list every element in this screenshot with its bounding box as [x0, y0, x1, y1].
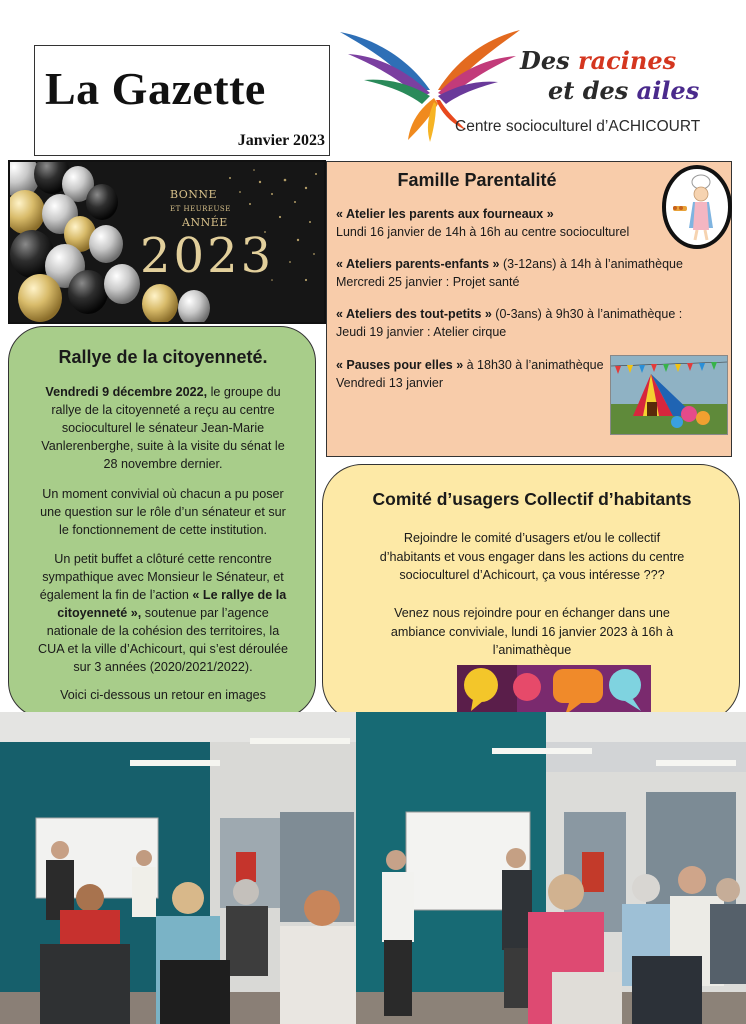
greeting-text: BONNE ET HEUREUSE ANNÉE: [170, 188, 231, 229]
year-text: 2023: [140, 228, 275, 284]
comite-usagers-section: [322, 464, 740, 722]
list-item: « Atelier les parents aux fourneaux » Lundi 16 janvier de 14h à 16h au centre socioculturel: [336, 207, 630, 239]
paragraph: Voici ci-dessous un retour en images: [60, 688, 266, 702]
paragraph: Un petit buffet a clôturé cette rencontre sympathique avec Monsieur le Sénateur, et également la fin de l’action « Le rallye de la citoyenneté », soutenue par l’agence nationale de la cohésion des territoires, la CUA et la ville d’Achicourt, qui s’est déroulée sur 3 années (2020/2021/2022).: [38, 552, 288, 674]
page-title: La Gazette: [45, 63, 266, 114]
event-photo-1: [0, 712, 356, 1024]
gazette-title-box: [34, 45, 330, 156]
new-year-banner: [8, 160, 326, 324]
list-item: « Ateliers des tout-petits » (0-3ans) à 9h30 à l’animathèque : Jeudi 19 janvier : Atelier cirque: [336, 307, 683, 339]
event-photo-2: [356, 712, 746, 1024]
list-item: « Ateliers parents-enfants » (3-12ans) à 14h à l’animathèque Mercredi 25 janvier : Projet santé: [336, 257, 683, 289]
logo-text-line1: Des racines: [520, 46, 677, 75]
logo-text-line2: et des ailes: [548, 76, 700, 105]
logo: [338, 18, 738, 148]
famille-parentalite-section: [326, 161, 732, 457]
section-title: Famille Parentalité: [397, 170, 557, 190]
paragraph: Vendredi 9 décembre 2022, le groupe du rallye de la citoyenneté a reçu au centre socioculturel le sénateur Jean-Marie Vanlerenberghe, suite à la visite du sénat le 28 novembre dernier.: [41, 385, 285, 471]
section-title: Comité d’usagers Collectif d’habitants: [372, 489, 692, 509]
list-item: « Pauses pour elles » à 18h30 à l’animathèque Vendredi 13 janvier: [336, 358, 604, 390]
circus-photo: [610, 355, 728, 435]
issue-date: Janvier 2023: [237, 132, 325, 149]
rallye-citoyennete-section: [8, 326, 316, 718]
chef-illustration-icon: [657, 164, 733, 250]
paragraph: Rejoindre le comité d’usagers et/ou le collectif d’habitants et vous engager dans les actions du centre socioculturel d’Achicourt, ça vous intéresse ???: [379, 531, 685, 582]
paragraph: Un moment convivial où chacun a pu poser une question sur le rôle d’un sénateur et sur le fonctionnement de cette institution.: [40, 487, 286, 537]
section-title: Rallye de la citoyenneté.: [58, 347, 268, 367]
logo-subtitle: Centre socioculturel d’ACHICOURT: [455, 118, 701, 135]
paragraph: Venez nous rejoindre pour en échanger dans une ambiance conviviale, lundi 16 janvier 2023 à 16h à l’animathèque: [390, 606, 674, 657]
